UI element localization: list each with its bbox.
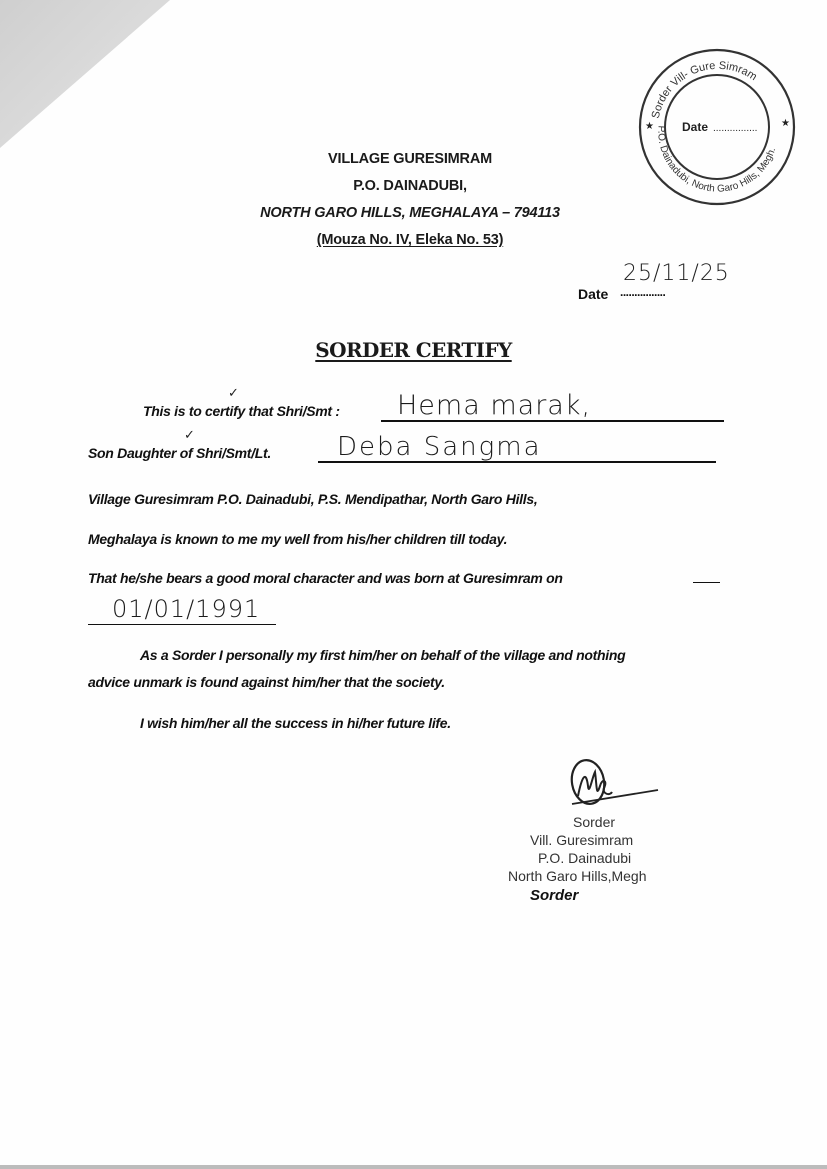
letterhead-district: NORTH GARO HILLS, MEGHALAYA – 794113 [260, 205, 560, 221]
seal-ring-text-top: Sorder Vill- Gure Simram [649, 59, 759, 120]
issue-date [578, 262, 748, 310]
seal-date-label: Date [682, 120, 709, 134]
title-text: SORDER CERTIFY [315, 338, 512, 362]
letterhead-mouza: (Mouza No. IV, Eleka No. 53) [316, 232, 504, 248]
folded-corner [0, 0, 170, 148]
sorder-statement-line2: advice unmark is found against him/her that the society. [88, 674, 445, 690]
signature-icon [558, 756, 668, 812]
letterhead-post-office: P.O. DAINADUBI, [353, 178, 467, 194]
moral-line-blank [693, 582, 720, 583]
round-seal-stamp [636, 46, 798, 208]
date-dots: ................ [620, 285, 666, 299]
seal-star-right-icon: ★ [781, 118, 790, 129]
date-label: Date [578, 286, 609, 302]
checkmark-smt-icon: ✓ [228, 385, 239, 400]
checkmark-shri-icon: ✓ [184, 427, 195, 442]
certificate-title [0, 338, 827, 362]
certified-person-name: Hema marak, [397, 390, 592, 421]
birth-date: 01/01/1991 [112, 595, 261, 623]
parent-label: Son Daughter of Shri/Smt/Lt. [88, 445, 271, 461]
page-bottom-edge [0, 1165, 827, 1169]
known-since-line: Meghalaya is known to me my well from his/her children till today. [88, 531, 508, 547]
seal-title-sorder: Sorder [573, 814, 616, 830]
date-handwritten-value: 25/11/25 [623, 261, 730, 286]
certify-label: This is to certify that Shri/Smt : [143, 403, 340, 419]
birth-date-underline [88, 624, 276, 625]
sorder-statement-line1: As a Sorder I personally my first him/her on behalf of the village and nothing [140, 647, 626, 663]
seal-district: North Garo Hills,Megh [508, 868, 647, 884]
seal-star-left-icon: ★ [645, 121, 654, 132]
address-line: Village Guresimram P.O. Dainadubi, P.S. Mendipathar, North Garo Hills, [88, 491, 538, 507]
seal-date-dots: ................ [713, 123, 758, 134]
signature-block [498, 756, 698, 926]
letterhead [220, 146, 600, 254]
seal-ring-text-bottom: P.O. Dainadubi, North Garo Hills, Megh. [655, 125, 779, 195]
parent-name: Deba Sangma [337, 432, 542, 462]
wish-line: I wish him/her all the success in hi/her future life. [140, 715, 451, 731]
seal-post-office: P.O. Dainadubi [538, 850, 632, 866]
seal-village: Vill. Guresimram [530, 832, 634, 848]
moral-character-line: That he/she bears a good moral character and was born at Guresimram on [88, 570, 563, 586]
signatory-title: Sorder [530, 887, 579, 904]
letterhead-village: VILLAGE GURESIMRAM [328, 151, 492, 167]
